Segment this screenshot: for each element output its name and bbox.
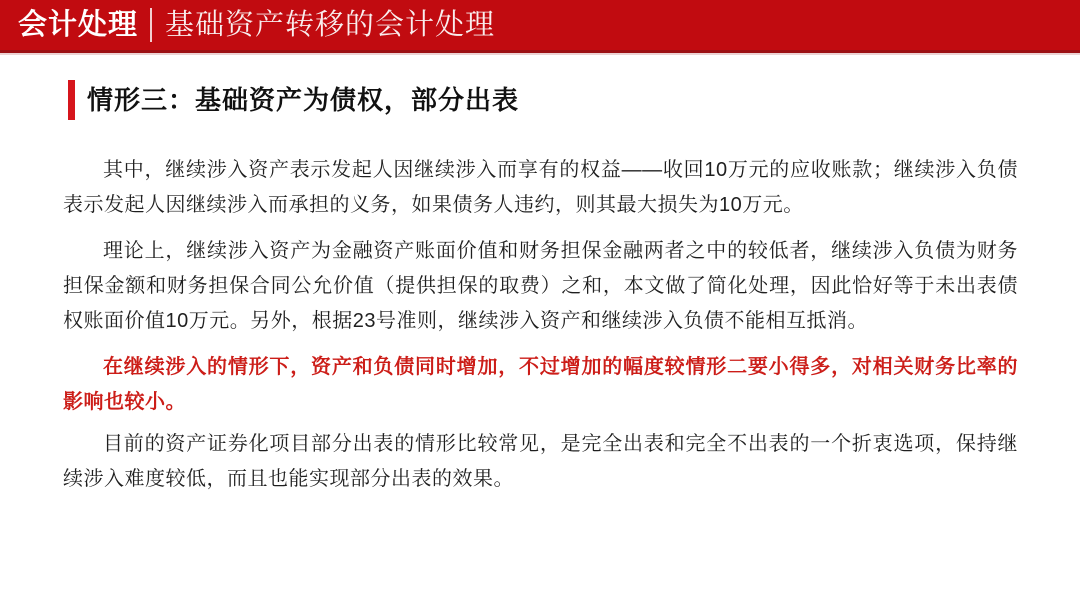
paragraph-2: 理论上，继续涉入资产为金融资产账面价值和财务担保金融两者之中的较低者，继续涉入负债为财务担保金额和财务担保合同公允价值（提供担保的取费）之和，本文做了简化处理，因此恰好等于未出表债权账面价值10万元。另外，根据23号准则，继续涉入资产和继续涉入负债不能相互抵消。: [63, 240, 1018, 332]
title-accent-bar: [68, 80, 75, 120]
content-area: [0, 53, 1080, 497]
header-title: 基础资产转移的会计处理: [165, 8, 496, 41]
header-divider: [150, 8, 152, 42]
paragraph-4: 目前的资产证券化项目部分出表的情形比较常见，是完全出表和完全不出表的一个折衷选项，保持继续涉入难度较低，而且也能实现部分出表的效果。: [63, 433, 1018, 490]
header-badge: 会计处理: [18, 8, 139, 41]
section-title: 情形三：基础资产为债权，部分出表: [87, 85, 520, 115]
paragraph-3-emphasis: 在继续涉入的情形下，资产和负债同时增加，不过增加的幅度较情形二要小得多，对相关财务比率的影响也较小。: [63, 356, 1018, 413]
section-title-row: [68, 79, 1018, 121]
header-bar: [0, 0, 1080, 53]
paragraph-1: 其中，继续涉入资产表示发起人因继续涉入而享有的权益——收回10万元的应收账款；继续涉入负债表示发起人因继续涉入而承担的义务，如果债务人违约，则其最大损失为10万元。: [63, 159, 1018, 216]
